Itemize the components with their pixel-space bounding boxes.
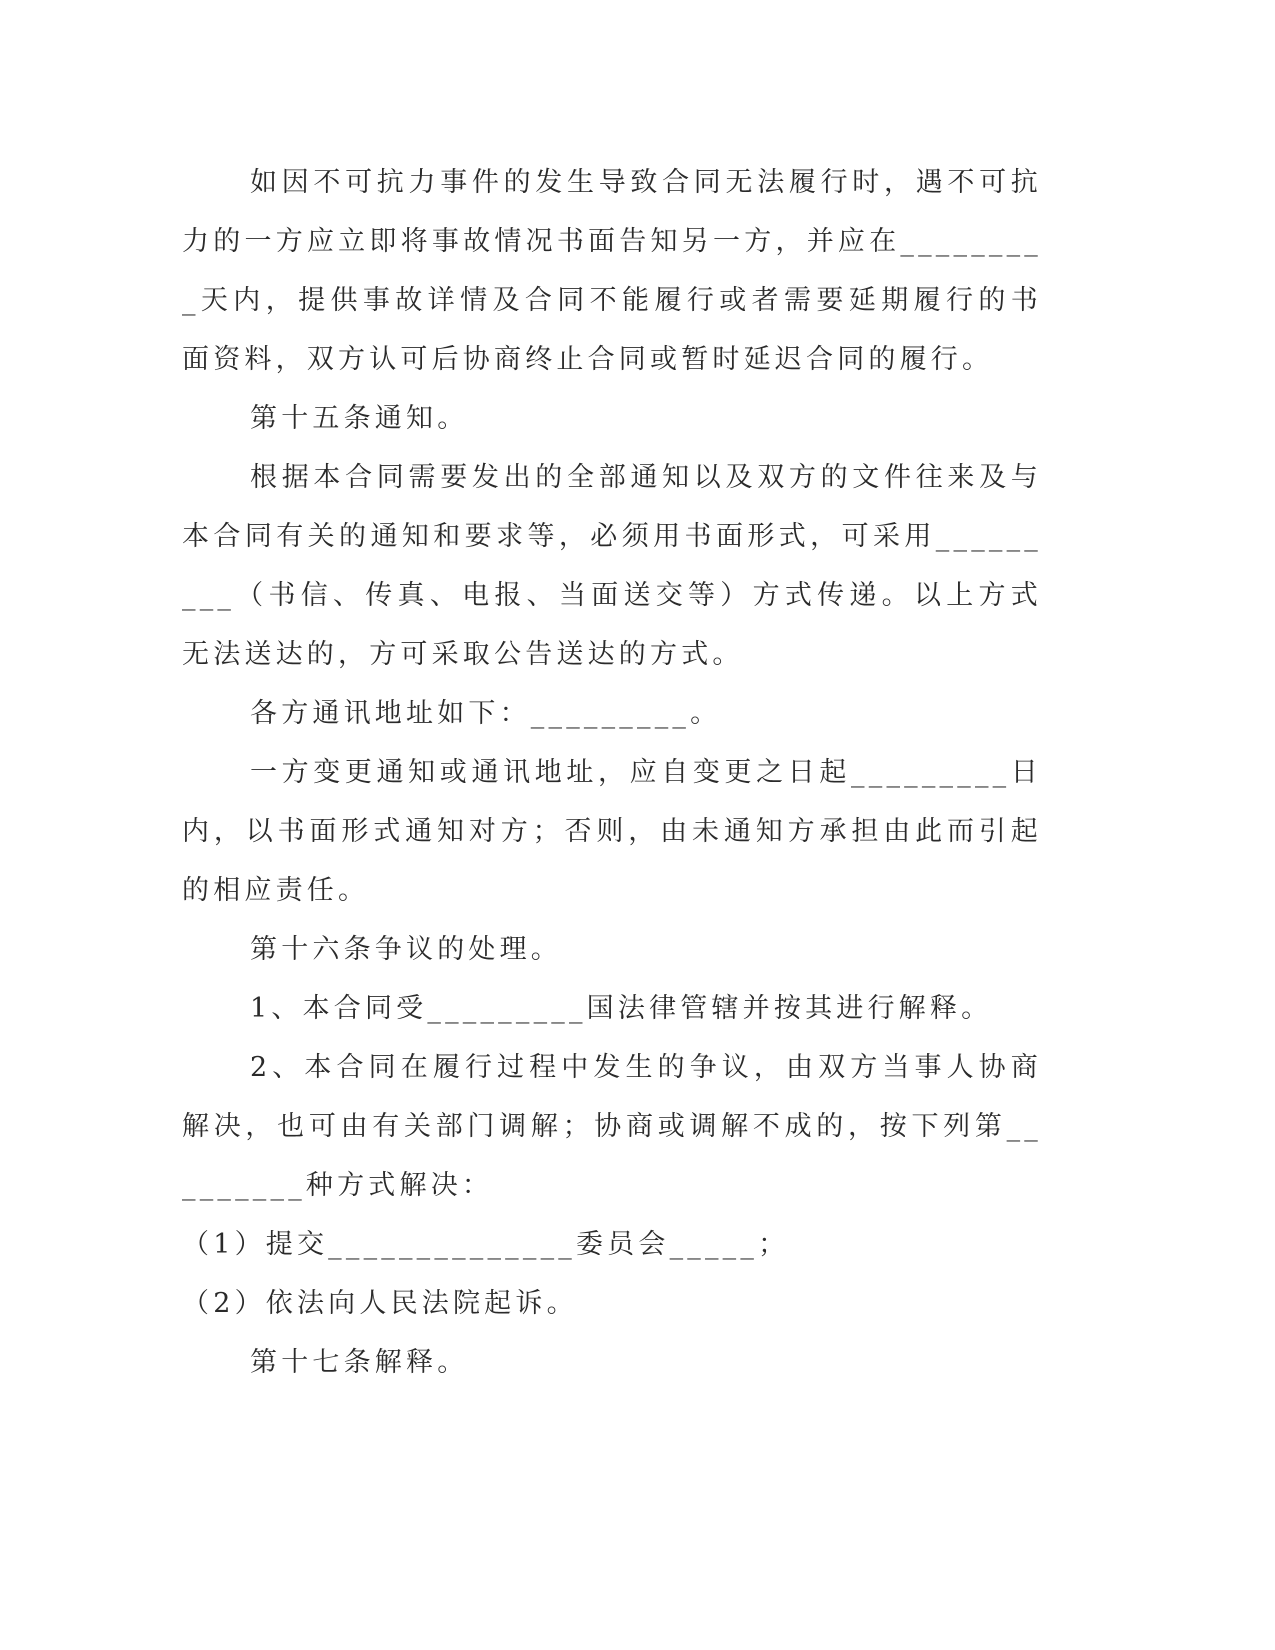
heading-article-17-interpretation: 第十七条解释。 (250, 1347, 469, 1378)
paragraph-notice-form: 根据本合同需要发出的全部通知以及双方的文件往来及与本合同有关的通知和要求等，必须用书面形式，可采用_________（书信、传真、电报、当面送交等）方式传递。以上方式无法送达的，方可采取公告送达的方式。 (182, 462, 1042, 670)
heading-article-15-notice: 第十五条通知。 (250, 403, 469, 434)
paragraph-force-majeure: 如因不可抗力事件的发生导致合同无法履行时，遇不可抗力的一方应立即将事故情况书面告知另一方，并应在_________天内，提供事故详情及合同不能履行或者需要延期履行的书面资料，双方认可后协商终止合同或暂时延迟合同的履行。 (182, 167, 1042, 375)
paragraph-address-change: 一方变更通知或通讯地址，应自变更之日起_________日内，以书面形式通知对方；否则，由未通知方承担由此而引起的相应责任。 (182, 757, 1042, 906)
list-item-arbitration: （1）提交______________委员会_____； (182, 1229, 790, 1260)
paragraph-dispute-resolution: 2、本合同在履行过程中发生的争议，由双方当事人协商解决，也可由有关部门调解；协商或调解不成的，按下列第_________种方式解决： (182, 1052, 1042, 1201)
list-item-litigation: （2）依法向人民法院起诉。 (182, 1288, 578, 1319)
paragraph-governing-law: 1、本合同受_________国法律管辖并按其进行解释。 (250, 993, 993, 1024)
document-body (182, 153, 1042, 1392)
paragraph-addresses: 各方通讯地址如下：_________。 (250, 698, 722, 729)
heading-article-16-disputes: 第十六条争议的处理。 (250, 934, 562, 965)
